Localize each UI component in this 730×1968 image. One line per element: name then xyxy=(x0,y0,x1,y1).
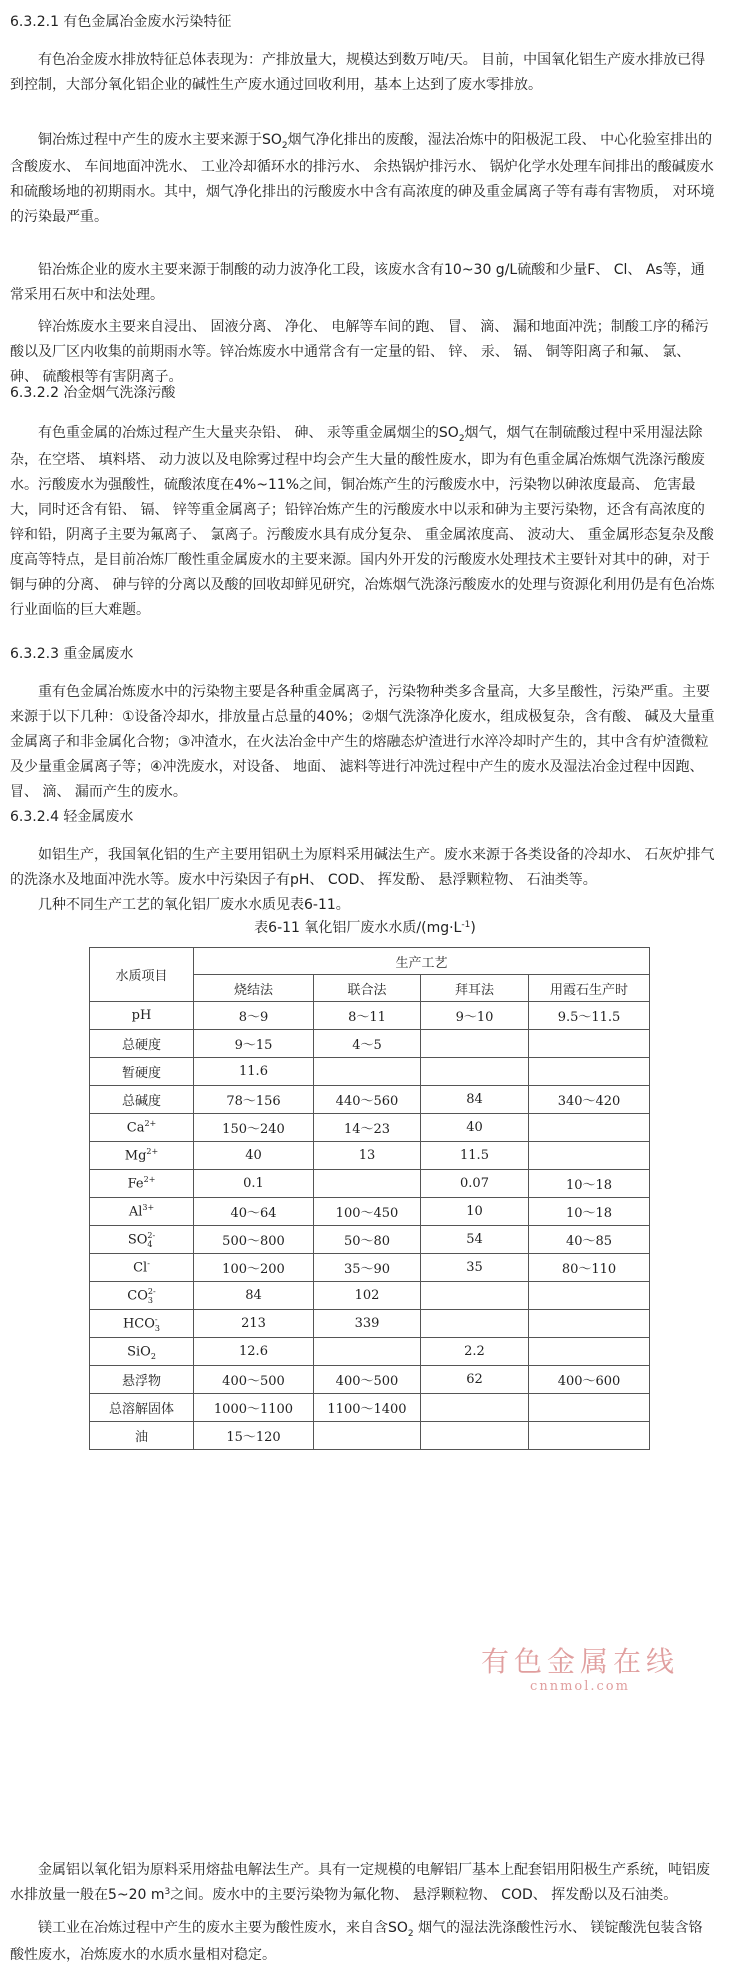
table-caption xyxy=(0,918,730,940)
row-item-label xyxy=(90,1366,194,1394)
row-item-label xyxy=(90,1142,194,1170)
item-subscript xyxy=(146,1156,158,1165)
table-cell: 1000～1100 xyxy=(194,1394,314,1422)
table-cell xyxy=(529,1422,650,1450)
table-cell: 8～11 xyxy=(314,1002,421,1030)
table-cell: 12.6 xyxy=(194,1338,314,1366)
table-body xyxy=(90,1002,650,1450)
table-header-row xyxy=(90,948,650,975)
text-run: 表6-11 氧化铝厂废水水质/(mg·L xyxy=(254,920,462,936)
item-name: HCO xyxy=(122,1316,155,1331)
item-scripts xyxy=(147,1259,150,1277)
text-run: ) xyxy=(470,920,476,936)
table-cell: 9～10 xyxy=(421,1002,529,1030)
item-scripts xyxy=(144,1119,156,1137)
item-scripts xyxy=(151,1343,156,1361)
table-cell: 40～85 xyxy=(529,1226,650,1254)
item-superscript: - xyxy=(147,1258,150,1268)
subscript: 2 xyxy=(407,1929,414,1939)
table-cell: 10～18 xyxy=(529,1170,650,1198)
table-cell xyxy=(421,1422,529,1450)
item-subscript xyxy=(144,1128,156,1137)
paragraph-table-intro: 几种不同生产工艺的氧化铝厂废水水质见表6-11。 xyxy=(38,897,350,913)
item-scripts xyxy=(147,1231,155,1249)
table-cell: 40～64 xyxy=(194,1198,314,1226)
site-watermark xyxy=(480,1645,680,1695)
item-superscript: - xyxy=(154,1314,158,1324)
paragraph-magnesium-industry xyxy=(10,1916,716,1968)
table-cell: 35 xyxy=(421,1254,529,1282)
header-process: 拜耳法 xyxy=(421,975,529,1002)
table-cell: 13 xyxy=(314,1142,421,1170)
item-name: Fe xyxy=(127,1176,144,1191)
table-cell: 440～560 xyxy=(314,1086,421,1114)
table-row xyxy=(90,1366,650,1394)
table-row xyxy=(90,1170,650,1198)
table-cell: 80～110 xyxy=(529,1254,650,1282)
water-quality-table xyxy=(89,947,650,1450)
table-row xyxy=(90,1114,650,1142)
text-run: 铜冶炼过程中产生的废水主要来源于SO xyxy=(38,132,282,148)
table-row xyxy=(90,1338,650,1366)
item-scripts xyxy=(155,1315,160,1333)
item-name: 总碱度 xyxy=(121,1094,161,1109)
table-cell: 78～156 xyxy=(194,1086,314,1114)
table-cell xyxy=(421,1030,529,1058)
table-cell: 8～9 xyxy=(194,1002,314,1030)
table-cell: 15～120 xyxy=(194,1422,314,1450)
item-name: pH xyxy=(131,1008,152,1023)
table-cell xyxy=(529,1030,650,1058)
paragraph-emission-characteristics: 有色冶金废水排放特征总体表现为：产排放量大，规模达到数万吨/天。 目前，中国氧化铝生产废水排放已得到控制，大部分氧化铝企业的碱性生产废水通过回收利用，基本上达到了废水零排放。 xyxy=(10,52,706,93)
item-name: Cl xyxy=(133,1260,148,1275)
item-subscript xyxy=(142,1212,154,1221)
row-item-label xyxy=(90,1338,194,1366)
item-name: 总硬度 xyxy=(121,1038,161,1053)
watermark-text: 有色金属在线 xyxy=(480,1645,679,1678)
header-production-process: 生产工艺 xyxy=(194,948,650,975)
section-heading-6-3-2-3: 6.3.2.3 重金属废水 xyxy=(10,646,134,662)
header-process: 联合法 xyxy=(314,975,421,1002)
superscript: 3 xyxy=(164,1887,171,1897)
table-cell: 213 xyxy=(194,1310,314,1338)
table-row xyxy=(90,1310,650,1338)
item-superscript: 2+ xyxy=(143,1174,156,1184)
item-subscript xyxy=(147,1268,150,1277)
section-heading-6-3-2-1: 6.3.2.1 有色金属冶金废水污染特征 xyxy=(10,14,232,30)
item-subscript: 3 xyxy=(154,1323,161,1333)
row-item-label xyxy=(90,1226,194,1254)
table-cell xyxy=(529,1338,650,1366)
paragraph-flue-gas-acid xyxy=(10,421,716,623)
subscript: 2 xyxy=(458,434,465,444)
table-cell xyxy=(421,1394,529,1422)
row-item-label xyxy=(90,1030,194,1058)
item-scripts xyxy=(144,1175,156,1193)
paragraph-lead-smelting: 铅冶炼企业的废水主要来源于制酸的动力波净化工段，该废水含有10~30 g/L硫酸和少量F、 Cl、 As等，通常采用石灰中和法处理。 xyxy=(10,262,705,303)
table-cell xyxy=(421,1310,529,1338)
paragraph-copper-smelting xyxy=(10,128,716,230)
row-item-label xyxy=(90,1198,194,1226)
table-cell xyxy=(314,1338,421,1366)
paragraph-heavy-metal-wastewater: 重有色金属冶炼废水中的污染物主要是各种重金属离子，污染物种类多含量高，大多呈酸性，污染严重。主要来源于以下几种：①设备冷却水，排放量占总量的40%；②烟气洗涤净化废水，组成极复杂，含有酸、 碱及大量重金属离子和非金属化合物；③冲渣水，在火法冶金中产生的熔融态炉渣进行水淬冷却时产生的，其中含有炉渣微粒及少量重金属离子等；④冲洗废水，对设备、 地面、 滤料等进行冲洗过程中产生的废水及湿法冶金过程中因跑、 冒、 滴、 漏而产生的废水。 xyxy=(10,684,715,800)
table-cell: 40 xyxy=(194,1142,314,1170)
table-cell xyxy=(529,1142,650,1170)
row-item-label xyxy=(90,1282,194,1310)
item-name: Al xyxy=(128,1204,143,1219)
paragraph-zinc-smelting: 锌冶炼废水主要来自浸出、 固液分离、 净化、 电解等车间的跑、 冒、 滴、 漏和地面冲洗；制酸工序的稀污酸以及厂区内收集的前期雨水等。锌冶炼废水中通常含有一定量的铅、 锌、 汞、 镉、 铜等阳离子和氟、 氯、 砷、 硫酸根等有害阴离子。 xyxy=(10,319,709,385)
table-row xyxy=(90,1142,650,1170)
table-cell: 1100～1400 xyxy=(314,1394,421,1422)
table-cell: 2.2 xyxy=(421,1338,529,1366)
row-item-label xyxy=(90,1254,194,1282)
text-run: 金属铝以氧化铝为原料采用熔盐电解法生产。具有一定规模的电解铝厂基本上配套铝用阳极生产系统，吨铝废水排放量一般在5~20 m xyxy=(10,1862,710,1903)
table-cell: 10～18 xyxy=(529,1198,650,1226)
table-cell: 11.5 xyxy=(421,1142,529,1170)
table-cell xyxy=(529,1282,650,1310)
table-cell: 35～90 xyxy=(314,1254,421,1282)
superscript: -1 xyxy=(461,920,471,930)
table-cell: 0.1 xyxy=(194,1170,314,1198)
header-process: 用霞石生产时 xyxy=(529,975,650,1002)
table-cell: 400～600 xyxy=(529,1366,650,1394)
item-subscript: 3 xyxy=(147,1295,153,1305)
table-cell: 4～5 xyxy=(314,1030,421,1058)
item-name: 油 xyxy=(134,1430,148,1445)
table-row xyxy=(90,1254,650,1282)
table-row xyxy=(90,1422,650,1450)
watermark-url: cnnmol.com xyxy=(530,1679,630,1694)
table-cell xyxy=(421,1282,529,1310)
table-cell: 400～500 xyxy=(194,1366,314,1394)
item-scripts xyxy=(142,1203,154,1221)
row-item-label xyxy=(90,1002,194,1030)
table-cell: 84 xyxy=(194,1282,314,1310)
table-cell xyxy=(529,1310,650,1338)
text-run: 烟气净化排出的废酸，湿法冶炼中的阳极泥工段、 中心化验室排出的含酸废水、 车间地面冲洗水、 工业冷却循环水的排污水、 余热锅炉排污水、 锅炉化学水处理车间排出的酸碱废水和硫酸场地的初期雨水。其中，烟气净化排出的污酸废水中含有高浓度的砷及重金属离子等有毒有害物质， 对环境的污染最严重。 xyxy=(10,132,715,225)
item-name: 总溶解固体 xyxy=(108,1402,174,1417)
table-cell xyxy=(314,1170,421,1198)
table-cell: 54 xyxy=(421,1226,529,1254)
table-cell: 100～450 xyxy=(314,1198,421,1226)
table-row xyxy=(90,1394,650,1422)
item-scripts xyxy=(146,1147,158,1165)
item-subscript: 2 xyxy=(150,1351,156,1361)
item-superscript: 2+ xyxy=(144,1118,157,1128)
table-row xyxy=(90,1198,650,1226)
table-cell xyxy=(314,1422,421,1450)
table-cell: 102 xyxy=(314,1282,421,1310)
table-cell: 0.07 xyxy=(421,1170,529,1198)
item-name: Ca xyxy=(126,1120,145,1135)
table-cell: 9.5～11.5 xyxy=(529,1002,650,1030)
table-row xyxy=(90,1282,650,1310)
row-item-label xyxy=(90,1058,194,1086)
table-cell: 40 xyxy=(421,1114,529,1142)
table-cell xyxy=(314,1058,421,1086)
item-name: CO xyxy=(127,1288,148,1303)
item-superscript: 2- xyxy=(147,1286,156,1296)
row-item-label xyxy=(90,1422,194,1450)
table-cell: 150～240 xyxy=(194,1114,314,1142)
paragraph-light-metal-wastewater: 如铝生产，我国氧化铝的生产主要用铝矾土为原料采用碱法生产。废水来源于各类设备的冷却水、 石灰炉排气的洗涤水及地面冲洗水等。废水中污染因子有pH、 COD、 挥发酚、 悬浮颗粒物、 石油类等。 xyxy=(10,847,715,888)
table-cell: 62 xyxy=(421,1366,529,1394)
table-cell: 50～80 xyxy=(314,1226,421,1254)
row-item-label xyxy=(90,1310,194,1338)
paragraph-electrolytic-aluminum xyxy=(10,1858,716,1910)
text-run: 烟气的湿法洗涤酸性污水、 镁锭酸洗包装含铬酸性废水，冶炼废水的水质水量相对稳定。 xyxy=(10,1920,703,1963)
item-name: 悬浮物 xyxy=(121,1374,161,1389)
item-subscript: 4 xyxy=(147,1239,153,1249)
table-cell: 9～15 xyxy=(194,1030,314,1058)
table-cell: 500～800 xyxy=(194,1226,314,1254)
item-superscript: 2+ xyxy=(146,1146,159,1156)
table-cell: 400～500 xyxy=(314,1366,421,1394)
table-cell: 11.6 xyxy=(194,1058,314,1086)
item-subscript xyxy=(144,1184,156,1193)
item-name: Mg xyxy=(124,1148,147,1163)
table-cell: 340～420 xyxy=(529,1086,650,1114)
row-item-label xyxy=(90,1114,194,1142)
table-cell: 84 xyxy=(421,1086,529,1114)
table-row xyxy=(90,1002,650,1030)
table-cell xyxy=(529,1114,650,1142)
item-superscript xyxy=(151,1343,156,1352)
item-name: SiO xyxy=(127,1344,151,1359)
item-superscript: 3+ xyxy=(142,1202,155,1212)
text-run: 烟气，烟气在制硫酸过程中采用湿法除杂，在空塔、 填料塔、 动力波以及电除雾过程中均会产生大量的酸性废水，即为有色重金属冶炼烟气洗涤污酸废水。污酸废水为强酸性，硫酸浓度在4%~11%之间，铜冶炼产生的污酸废水中，污染物以砷浓度最高、 危害最大，同时还含有铅、 镉、 锌等重金属离子；铅锌冶炼产生的污酸废水中以汞和砷为主要污染物，还含有高浓度的锌和铅，阴离子主要为氟离子、 氯离子。污酸废水具有成分复杂、 重金属浓度高、 波动大、 重金属形态复杂及酸度高等特点，是目前冶炼厂酸性重金属废水的主要来源。国内外开发的污酸废水处理技术主要针对其中的砷，对于铜与砷的分离、 砷与锌的分离以及酸的回收却鲜见研究，冶炼烟气洗涤污酸废水的处理与资源化利用仍是有色冶炼行业面临的巨大难题。 xyxy=(10,425,715,618)
table-row xyxy=(90,1226,650,1254)
table-cell xyxy=(529,1394,650,1422)
table-row xyxy=(90,1086,650,1114)
table-cell xyxy=(529,1058,650,1086)
text-run: 有色重金属的冶炼过程产生大量夹杂铅、 砷、 汞等重金属烟尘的SO xyxy=(38,425,459,441)
text-run: 之间。废水中的主要污染物为氟化物、 悬浮颗粒物、 COD、 挥发酚以及石油类。 xyxy=(170,1887,678,1903)
row-item-label xyxy=(90,1394,194,1422)
table-cell: 14～23 xyxy=(314,1114,421,1142)
row-item-label xyxy=(90,1086,194,1114)
table-cell xyxy=(421,1058,529,1086)
text-run: 镁工业在冶炼过程中产生的废水主要为酸性废水，来自含SO xyxy=(38,1920,408,1936)
header-water-quality-item: 水质项目 xyxy=(90,948,194,1002)
item-scripts xyxy=(148,1287,156,1305)
row-item-label xyxy=(90,1170,194,1198)
section-heading-6-3-2-4: 6.3.2.4 轻金属废水 xyxy=(10,809,134,825)
item-name: 暂硬度 xyxy=(121,1066,161,1081)
item-name: SO xyxy=(127,1232,148,1247)
table-cell: 339 xyxy=(314,1310,421,1338)
section-heading-6-3-2-2: 6.3.2.2 冶金烟气洗涤污酸 xyxy=(10,385,176,401)
subscript: 2 xyxy=(281,141,288,151)
item-superscript: 2- xyxy=(147,1230,156,1240)
table-row xyxy=(90,1030,650,1058)
table-cell: 100～200 xyxy=(194,1254,314,1282)
header-process: 烧结法 xyxy=(194,975,314,1002)
table-cell: 10 xyxy=(421,1198,529,1226)
table-row xyxy=(90,1058,650,1086)
